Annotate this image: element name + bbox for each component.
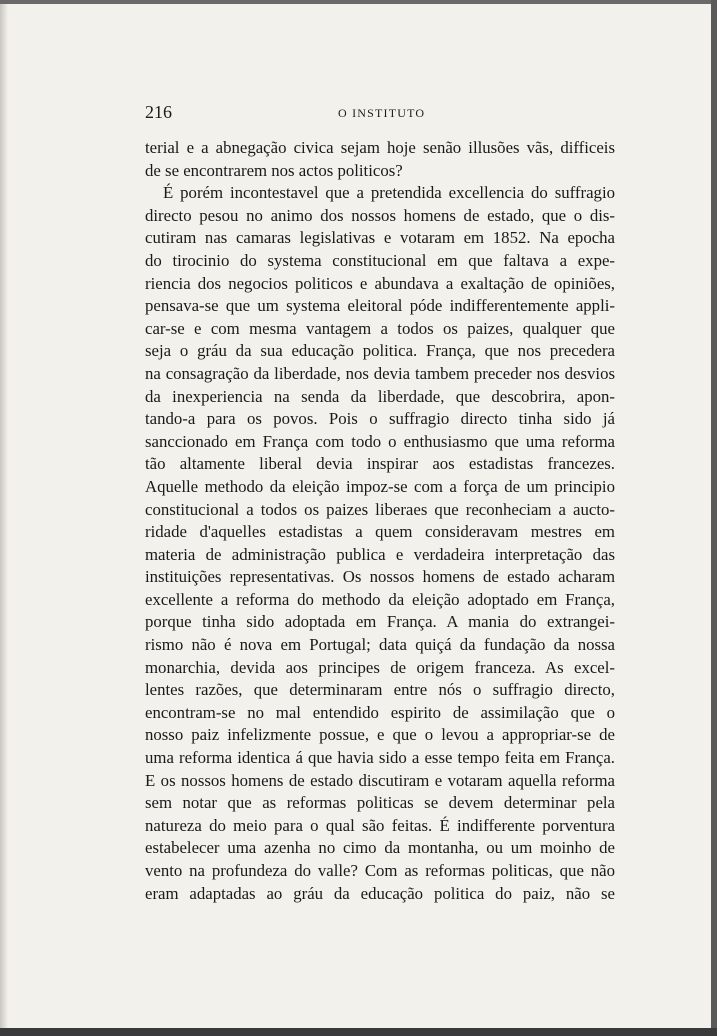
text-line: E os nossos homens de estado discutiram e votaram aquella reforma: [145, 770, 615, 790]
scan-edge-right: [711, 0, 717, 1036]
text-line: eram adaptadas ao gráu da educação politica do paiz, não se: [145, 883, 615, 903]
text-line: seja o gráu da sua educação politica. França, que nos precedera: [145, 341, 615, 361]
scan-edge-bottom: [0, 1028, 717, 1036]
text-line: excellente a reforma do methodo da eleição adoptado em França,: [145, 589, 615, 609]
text-line: monarchia, devida aos principes de origem franceza. As excel-: [145, 657, 615, 677]
text-line: directo pesou no animo dos nossos homens de estado, que o dis-: [145, 205, 615, 225]
text-line: riencia dos negocios politicos e abundava a exaltação de opiniões,: [145, 273, 615, 293]
text-line: sem notar que as reformas politicas se devem determinar pela: [145, 793, 615, 813]
text-line: car-se e com mesma vantagem a todos os paizes, qualquer que: [145, 318, 615, 338]
text-line: É porém incontestavel que a pretendida excellencia do suffragio: [163, 183, 615, 203]
book-page: [0, 4, 711, 1028]
text-line: na consagração da liberdade, nos devia tambem preceder nos desvios: [145, 363, 615, 383]
text-line: instituições representativas. Os nossos homens de estado acharam: [145, 567, 615, 587]
text-line: da inexperiencia na senda da liberdade, que descobrira, apon-: [145, 386, 615, 406]
text-line: natureza do meio para o qual são feitas. É indifferente porventura: [145, 815, 615, 835]
text-line: uma reforma identica á que havia sido a esse tempo feita em França.: [145, 748, 615, 768]
text-line: ridade d'aquelles estadistas a quem consideravam mestres em: [145, 522, 615, 542]
text-line: sanccionado em França com todo o enthusiasmo que uma reforma: [145, 431, 615, 451]
text-line: tando-a para os povos. Pois o suffragio directo tinha sido já: [145, 409, 615, 429]
text-line: nosso paiz infelizmente possue, e que o levou a appropriar-se de: [145, 725, 615, 745]
page-number: 216: [145, 102, 172, 122]
text-line: rismo não é nova em Portugal; data quiçá da fundação da nossa: [145, 635, 615, 655]
text-line: Aquelle methodo da eleição impoz-se com a força de um principio: [145, 476, 615, 496]
text-line: encontram-se no mal entendido espirito de assimilação que o: [145, 702, 615, 722]
text-line: do tirocinio do systema constitucional em que faltava a expe-: [145, 250, 615, 270]
text-line: tão altamente liberal devia inspirar aos estadistas francezes.: [145, 454, 615, 474]
text-line: estabelecer uma azenha no cimo da montanha, ou um moinho de: [145, 838, 615, 858]
page-header: [145, 102, 615, 126]
text-line: vento na profundeza do valle? Com as reformas politicas, que não: [145, 861, 615, 880]
text-line: porque tinha sido adoptada em França. A mania do extrangei-: [145, 612, 615, 632]
text-line: de se encontrarem nos actos politicos?: [145, 160, 403, 180]
text-line: cutiram nas camaras legislativas e votaram em 1852. Na epocha: [145, 228, 615, 248]
text-line: constitucional a todos os paizes liberaes que reconheciam a aucto-: [145, 499, 615, 519]
text-line: lentes razões, que determinaram entre nós o suffragio directo,: [145, 680, 615, 700]
running-title: O INSTITUTO: [338, 106, 426, 120]
text-line: materia de administração publica e verdadeira interpretação das: [145, 544, 615, 564]
body-text: [145, 137, 615, 905]
text-line: terial e a abnegação civica sejam hoje senão illusões vãs, difficeis: [145, 138, 615, 157]
text-line: pensava-se que um systema eleitoral póde indifferentemente appli-: [145, 296, 615, 316]
